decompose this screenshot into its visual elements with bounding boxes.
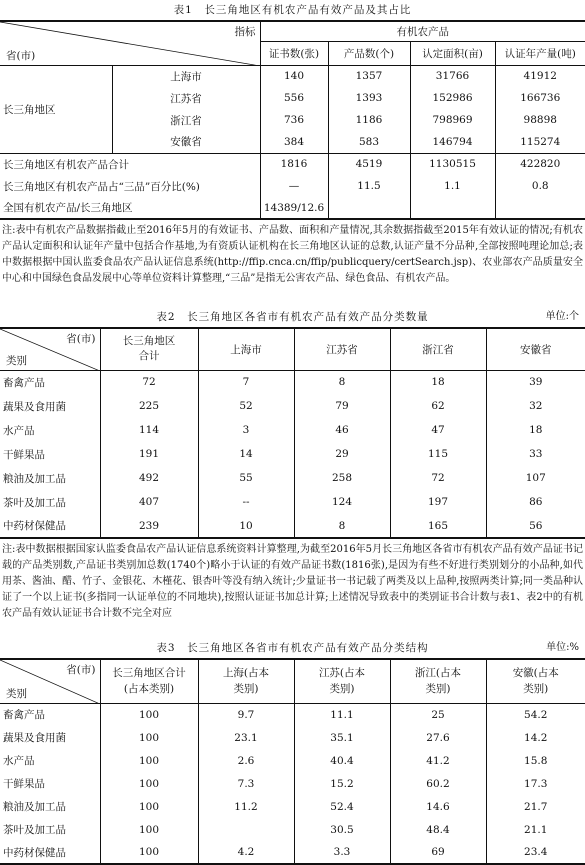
table-cell: 100 [100,749,198,772]
table-cell: 1.1 [410,175,495,197]
table-cell: 107 [525,472,546,484]
table-cell: 39 [529,376,543,389]
table-cell: 422820 [520,158,561,171]
row-category: 水产品 [0,749,100,772]
table-cell: 3 [198,418,294,442]
table-cell: 8 [294,370,390,394]
table-cell: 18 [390,370,486,394]
table1-summary-name: 长三角地区有机农产品合计 [0,153,260,175]
table3-caption: 表3 长三角地区各省市有机农产品有效产品分类结构 [156,642,429,654]
table-cell: 1186 [328,109,410,131]
table-cell: 100 [100,772,198,795]
table-cell: 10 [198,514,294,538]
table-cell: 14.6 [390,795,486,818]
table-row [0,394,585,418]
table-row [0,772,585,795]
table3-col-header: 江苏(占本 类别) [294,659,390,703]
table-row [0,818,585,841]
row-category: 畜禽产品 [0,703,100,726]
table3-col-header: 长三角地区合计 (占本类别) [100,659,198,703]
table1-col-header: 产品数(个) [328,41,410,65]
table2-note: 注:表中数据根据国家认监委食品农产品认证信息系统资料计算整理,为截至2016年5月长三角地区各省市有机农产品有效产品证书记载的产品类别数,产品证书类别加总数(1740个)略小于认证的有效产品证书数(1816张),是因为有些不好进行类别划分的小品种,如代用茶、酱油、醋、竹子、金银花、木槿花、银杏叶等没有纳入统计;少量证书一书记载了两类及以上品种,按照两类计算;同一类品种认证了一个以上证书(多指同一认证单位的不同地块),按照认证证书加总计算;上述情况导致表中的类别证书合计数与表1、表2中的有机农产品有效认证证书合计数不完全对应 [2,544,583,619]
table2-corner-top: 省(市) [66,333,96,345]
table-row [0,795,585,818]
table-cell: 25 [390,703,486,726]
row-category: 水产品 [0,418,100,442]
table1-group-header: 有机农产品 [260,21,585,41]
table-cell: 152986 [410,87,495,109]
table-cell: 258 [294,466,390,490]
table-cell: 79 [294,394,390,418]
table2-corner [0,328,100,370]
table-cell: 7.3 [198,772,294,795]
table2-col-header: 江苏省 [294,328,390,370]
table1-note: 注:表中有机农产品数据指截止至2016年5月的有效证书、产品数、面积和产量情况,其余数据指截至2015年有效认证的情况;有机农产品认定面积和认证年产量中包括合作基地,为有资质认证机构在长三角地区认证的总数,认证产量不分品种,全部按照吨理论加总;表中数据根据中国认监委食品农产品认证信息系统(http://ffip.cnca.cn/ffip/publicquery/certSearch.jsp)、农业部农产品质量安全中心和中国绿色食品发展中心等单位资料计算整理,“三品”是指无公害农产品、绿色食品、有机农产品。 [2,225,583,284]
table3-body [0,703,585,864]
table3-col-header: 安徽(占本 类别) [512,667,559,696]
table-cell: 46 [294,418,390,442]
table2 [0,327,585,539]
table-cell: 1393 [328,87,410,109]
table1-col-header: 认证年产量(吨) [495,41,585,65]
table1-region-label: 长三角地区 [0,65,112,153]
table1-corner [0,21,260,65]
table-row [0,703,585,726]
table-row [0,418,585,442]
table-cell: 407 [100,490,198,514]
table1-col-header: 证书数(张) [260,41,328,65]
table-cell: 41.2 [390,749,486,772]
row-category: 茶叶及加工品 [0,490,100,514]
table-cell: 55 [198,466,294,490]
table-cell: 11.5 [328,175,410,197]
table-cell [495,197,585,219]
table1-corner-top: 指标 [234,26,256,38]
table-cell: 14 [198,442,294,466]
table-cell: 384 [260,131,328,153]
row-category: 干鲜果品 [0,772,100,795]
table-cell: 115 [390,442,486,466]
table-cell: 191 [100,442,198,466]
table-cell: 140 [260,65,328,87]
table-cell: 1357 [328,65,410,87]
table-cell: 23.1 [198,726,294,749]
table-cell: 146794 [410,131,495,153]
table-cell: 29 [294,442,390,466]
table-cell: 21.7 [524,800,548,813]
table2-col-header: 上海市 [198,328,294,370]
table1-row-name: 浙江省 [112,109,260,131]
table-row [0,175,585,197]
table2-caption: 表2 长三角地区各省市有机农产品有效产品分类数量 [156,311,429,323]
table-row [0,466,585,490]
table-row [0,442,585,466]
table-cell: 239 [100,514,198,538]
table3-corner-bottom: 类别 [6,687,27,700]
row-category: 中药材保健品 [0,841,100,864]
table1 [0,20,585,220]
table-cell: 492 [100,466,198,490]
table-row [0,65,585,87]
table-cell: 1130515 [410,153,495,175]
table-cell: 33 [529,448,543,460]
table2-col-header: 长三角地区 合计 [100,328,198,370]
table-cell: 69 [390,841,486,864]
table-cell: 3.3 [294,841,390,864]
table-cell: 100 [100,703,198,726]
table-cell: 35.1 [294,726,390,749]
table-cell: 56 [529,519,543,532]
table2-col-header: 浙江省 [390,328,486,370]
row-category: 中药材保健品 [0,514,100,538]
table-cell: 166736 [520,92,561,104]
table-cell: 54.2 [524,708,548,721]
table-cell: 225 [100,394,198,418]
table-cell: 21.1 [524,823,548,836]
table-row [0,153,585,175]
table2-corner-bottom: 类别 [6,354,27,367]
table1-corner-bottom: 省(市) [6,49,36,62]
table-row [0,726,585,749]
table-cell: 100 [100,726,198,749]
table3-corner [0,659,100,703]
table-row [0,490,585,514]
table3-col-header: 浙江(占本 类别) [390,659,486,703]
table-cell [198,818,294,841]
table1-row-name: 安徽省 [112,131,260,153]
table-cell: 18 [529,424,543,436]
table-cell: — [260,175,328,197]
table1-summary-name: 长三角地区有机农产品占“三品”百分比(%) [0,175,260,197]
table3-unit: 单位:% [546,642,579,653]
table-cell: 98898 [523,114,557,126]
row-category: 粮油及加工品 [0,466,100,490]
table-cell: 52 [198,394,294,418]
table-cell: 48.4 [390,818,486,841]
table2-unit: 单位:个 [545,311,579,322]
table2-body [0,370,585,538]
table-cell: 86 [529,496,543,508]
table-cell: 197 [390,490,486,514]
table-cell: 114 [100,418,198,442]
table-cell: 31766 [410,65,495,87]
table-cell: 7 [198,370,294,394]
table-cell: -- [198,490,294,514]
table-cell: 4519 [328,153,410,175]
table-cell: 0.8 [531,180,549,192]
row-category: 茶叶及加工品 [0,818,100,841]
table2-col-header: 安徽省 [520,343,552,356]
table-cell: 40.4 [294,749,390,772]
table3-corner-top: 省(市) [66,664,96,676]
table-cell: 15.2 [294,772,390,795]
table-cell: 47 [390,418,486,442]
table1-row-name: 上海市 [112,65,260,87]
table2-caption-line [0,307,585,327]
table-cell [410,197,495,219]
table-cell: 798969 [410,109,495,131]
table-cell: 4.2 [198,841,294,864]
table1-caption: 表1 长三角地区有机农产品有效产品及其占比 [173,4,412,16]
table-row [0,370,585,394]
table-cell: 556 [260,87,328,109]
table-row [0,749,585,772]
table-cell: 11.2 [198,795,294,818]
table1-summary-name: 全国有机农产品/长三角地区 [0,197,260,219]
table3-caption-line [0,638,585,658]
table-cell [328,197,410,219]
row-category: 蔬果及食用菌 [0,394,100,418]
table-cell: 583 [328,131,410,153]
table-cell: 23.4 [524,846,548,858]
table-cell: 60.2 [390,772,486,795]
table-cell: 72 [390,466,486,490]
table3-col-header: 上海(占本 类别) [198,659,294,703]
table-cell: 165 [390,514,486,538]
table1-col-header: 认定面积(亩) [410,41,495,65]
table-cell: 100 [100,795,198,818]
table-cell: 15.8 [524,754,548,767]
table-cell: 124 [294,490,390,514]
table-cell: 62 [390,394,486,418]
row-category: 蔬果及食用菌 [0,726,100,749]
table-cell: 1816 [260,153,328,175]
table-row [0,197,585,219]
row-category: 畜禽产品 [0,370,100,394]
table-cell: 17.3 [524,777,548,790]
table-cell: 100 [100,841,198,864]
table-row [0,514,585,538]
table-cell: 30.5 [294,818,390,841]
table-cell: 52.4 [294,795,390,818]
table-cell: 9.7 [198,703,294,726]
table-cell: 115274 [520,135,561,148]
table-cell: 8 [294,514,390,538]
table3 [0,658,585,865]
table-cell: 27.6 [390,726,486,749]
table-cell: 100 [100,818,198,841]
table-cell: 14.2 [524,731,548,744]
table-cell: 736 [260,109,328,131]
row-category: 粮油及加工品 [0,795,100,818]
table-cell: 14389/12.6 [260,197,328,219]
table-cell: 41912 [523,70,557,83]
row-category: 干鲜果品 [0,442,100,466]
table-cell: 72 [100,370,198,394]
table-cell: 11.1 [294,703,390,726]
table1-row-name: 江苏省 [112,87,260,109]
table1-diagonal [0,22,260,66]
table-cell: 32 [529,400,543,412]
table-cell: 2.6 [198,749,294,772]
